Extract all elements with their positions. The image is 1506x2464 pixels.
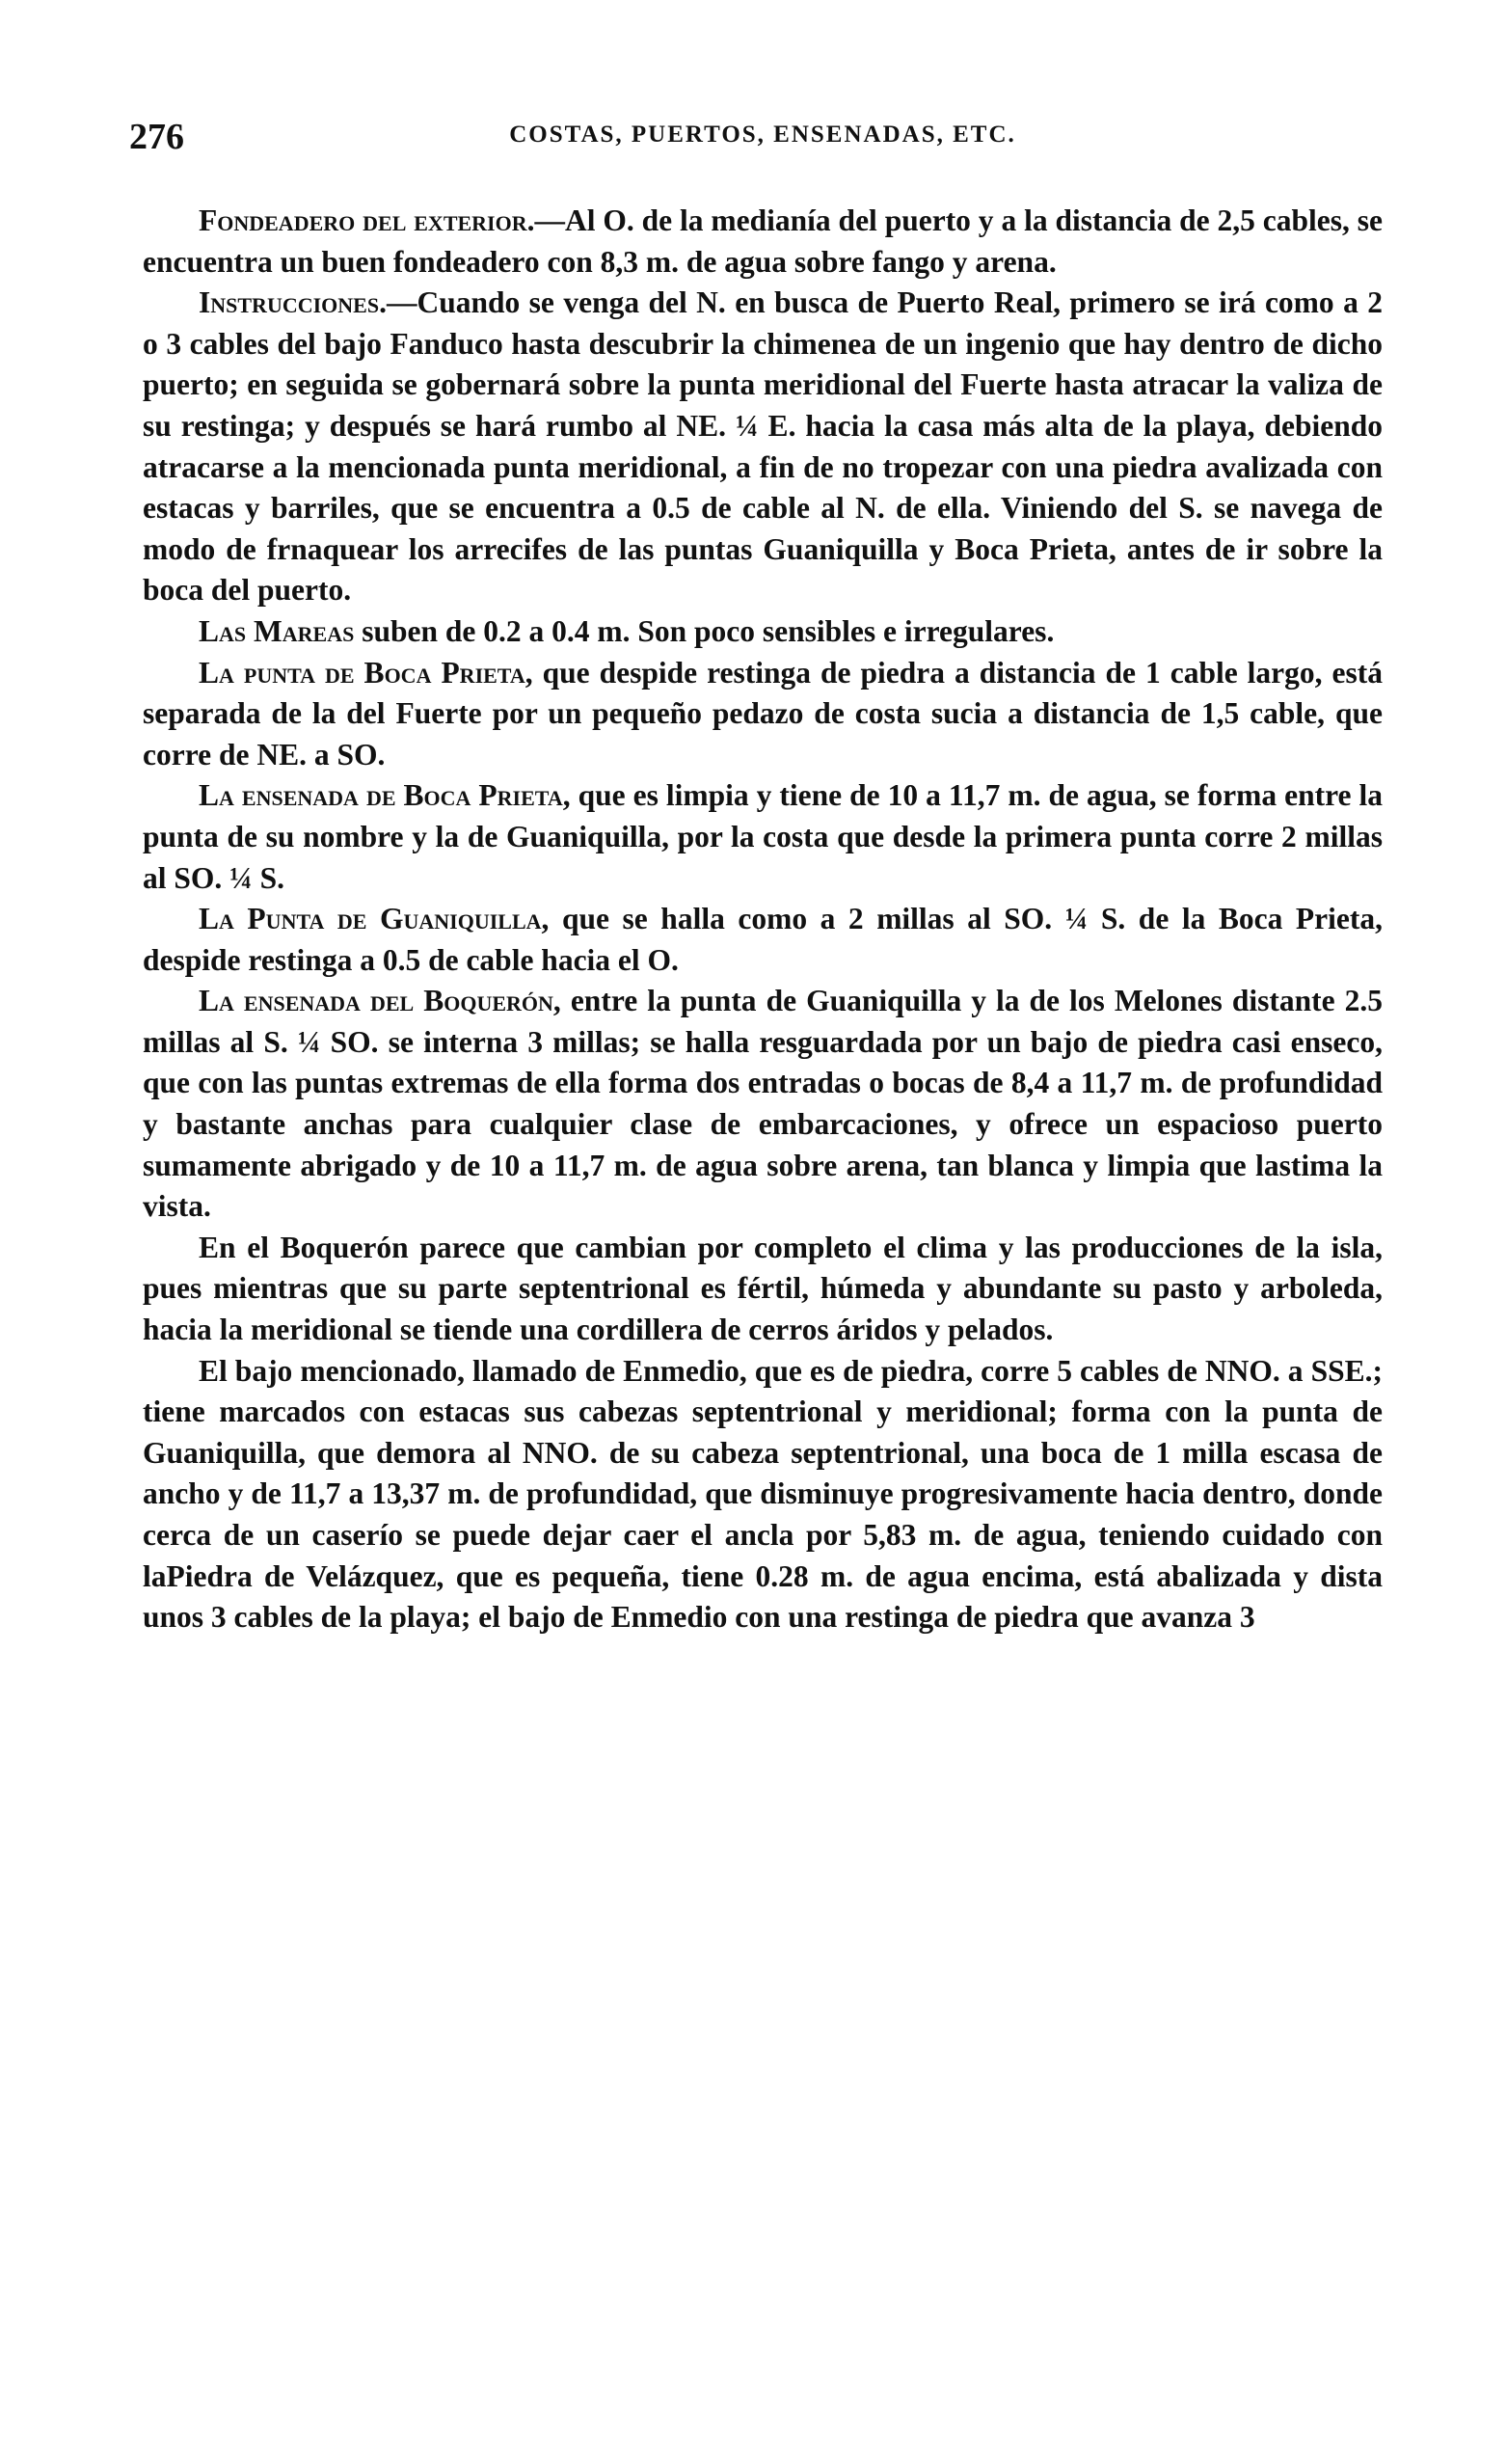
page-number: 276 (129, 117, 184, 157)
body-text (143, 201, 1383, 1638)
paragraph-text: suben de 0.2 a 0.4 m. Son poco sensibles e irregulares. (354, 613, 1055, 648)
book-page (129, 106, 1384, 1638)
page-header (129, 106, 1383, 164)
paragraph-fondeadero (143, 201, 1383, 283)
paragraph-instrucciones (143, 283, 1383, 611)
paragraph-lead: La punta de Boca Prieta, (199, 655, 533, 690)
paragraph-text: —Al O. de la medianía del puerto y a la distancia de 2,5 cables, se encuentra un buen fondeadero con 8,3 m. de agua sobre fango y arena. (143, 203, 1383, 279)
paragraph-text: que se halla como a 2 millas al SO. ¼ S. de la Boca Prieta, despide restinga a 0.5 de cable hacia el O. (143, 902, 1383, 977)
paragraph-clima (143, 1228, 1383, 1351)
paragraph-lead: La Punta de Guaniquilla, (199, 902, 550, 936)
paragraph-punta-guaniquilla (143, 899, 1383, 981)
paragraph-ensenada-boca-prieta (143, 775, 1383, 899)
paragraph-lead: Instrucciones. (199, 285, 387, 320)
paragraph-text: entre la punta de Guaniquilla y la de los Melones distante 2.5 millas al S. ¼ SO. se interna 3 millas; se halla resguardada por un bajo de piedra casi enseco, que con las puntas extremas de ella forma dos entradas o bocas de 8,4 a 11,7 m. de profundidad y bastante anchas para cualquier clase de embarcaciones, y ofrece un espacioso puerto sumamente abrigado y de 10 a 11,7 m. de agua sobre arena, tan blanca y limpia que lastima la vista. (143, 984, 1383, 1224)
paragraph-text: El bajo mencionado, llamado de Enmedio, que es de piedra, corre 5 cables de NNO. a SSE.; tiene marcados con estacas sus cabezas septentrional y meridional; forma con la punta de Guaniquilla, que demora al NNO. de su cabeza septentrional, una boca de 1 milla escasa de ancho y de 11,7 a 13,37 m. de profundidad, que disminuye progresivamente hacia dentro, donde cerca de un caserío se puede dejar caer el ancla por 5,83 m. de agua, teniendo cuidado con laPiedra de Velázquez, que es pequeña, tiene 0.28 m. de agua encima, está abalizada y dista unos 3 cables de la playa; el bajo de Enmedio con una restinga de piedra que avanza 3 (143, 1353, 1383, 1635)
paragraph-lead: La ensenada de Boca Prieta, (199, 778, 571, 813)
paragraph-bajo-enmedio (143, 1351, 1383, 1638)
paragraph-lead: Las Mareas (199, 613, 355, 648)
paragraph-text: —Cuando se venga del N. en busca de Puerto Real, primero se irá como a 2 o 3 cables del bajo Fanduco hasta descubrir la chimenea de un ingenio que hay dentro de dicho puerto; en seguida se gobernará sobre la punta meridional del Fuerte hasta atracar la valiza de su restinga; y después se hará rumbo al NE. ¼ E. hacia la casa más alta de la playa, debiendo atracarse a la mencionada punta meridional, a fin de no tropezar con una piedra avalizada con estacas y barriles, que se encuentra a 0.5 de cable al N. de ella. Viniendo del S. se navega de modo de frnaquear los arrecifes de las puntas Guaniquilla y Boca Prieta, antes de ir sobre la boca del puerto. (143, 285, 1383, 608)
paragraph-text: que es limpia y tiene de 10 a 11,7 m. de agua, se forma entre la punta de su nombre y la de Guaniquilla, por la costa que desde la primera punta corre 2 millas al SO. ¼ S. (143, 778, 1383, 895)
paragraph-mareas (143, 611, 1383, 653)
paragraph-text: que despide restinga de piedra a distancia de 1 cable largo, está separada de la del Fuerte por un pequeño pedazo de costa sucia a distancia de 1,5 cable, que corre de NE. a SO. (143, 655, 1384, 772)
paragraph-ensenada-boqueron (143, 981, 1383, 1228)
running-head: COSTAS, PUERTOS, ENSENADAS, ETC. (509, 122, 1016, 148)
paragraph-lead: La ensenada del Boquerón, (199, 984, 561, 1018)
paragraph-punta-boca-prieta (143, 653, 1383, 776)
paragraph-text: En el Boquerón parece que cambian por completo el clima y las producciones de la isla, pues mientras que su parte septentrional es fértil, húmeda y abundante su pasto y arboleda, hacia la meridional se tiende una cordillera de cerros áridos y pelados. (143, 1230, 1383, 1347)
paragraph-lead: Fondeadero del exterior. (199, 203, 535, 237)
